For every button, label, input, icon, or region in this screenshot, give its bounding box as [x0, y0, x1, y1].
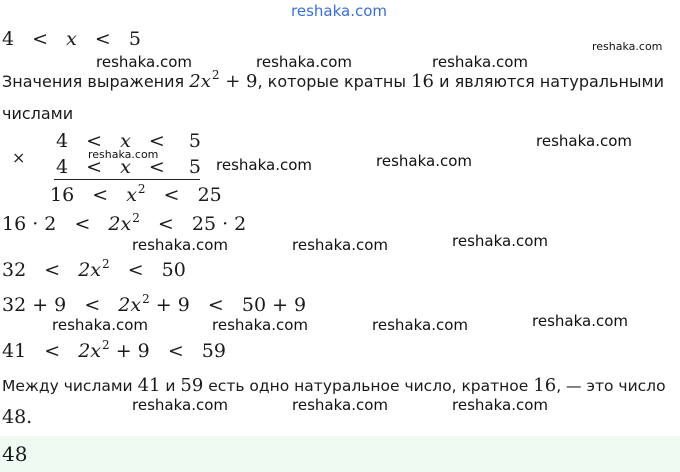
- watermark: reshaka.com: [592, 40, 663, 53]
- step3-mid-tail: + 9: [155, 294, 190, 316]
- row3-var: x: [126, 184, 137, 206]
- step3-left: 32 + 9: [2, 294, 67, 316]
- row2-var: x: [120, 156, 131, 178]
- step3-inequality: [2, 292, 306, 316]
- condition-right: 5: [128, 28, 141, 50]
- column-row2: [56, 156, 201, 178]
- step3-mid: 2x: [118, 294, 142, 316]
- task-text-line1: [2, 68, 664, 92]
- row1-left: 4: [56, 130, 69, 152]
- row3-lt1: <: [92, 184, 109, 206]
- step2-lt1: <: [44, 259, 61, 281]
- answer-box: [0, 436, 680, 472]
- watermark: reshaka.com: [452, 232, 548, 250]
- row3-left: 16: [50, 184, 75, 206]
- condition-left: 4: [2, 28, 15, 50]
- watermark: reshaka.com: [212, 316, 308, 334]
- watermark: reshaka.com: [88, 148, 159, 161]
- row1-right: 5: [188, 130, 201, 152]
- condition-inequality: [2, 28, 141, 50]
- row2-lt1: <: [86, 156, 103, 178]
- step4-right: 59: [201, 340, 226, 362]
- conclusion-a: Между числами: [2, 377, 133, 395]
- step2-right: 50: [161, 259, 186, 281]
- conclusion-text: [2, 375, 666, 396]
- conclusion-c: есть одно натуральное число, кратное: [208, 377, 529, 395]
- text1-expr-base: 2x: [189, 71, 211, 92]
- task-text-line2: числами: [2, 104, 74, 123]
- step4-exp: 2: [102, 338, 110, 352]
- step4-mid-tail: + 9: [115, 340, 150, 362]
- text1-num: 16: [411, 71, 434, 92]
- text1-rest: , которые кратны: [257, 72, 406, 91]
- multiply-sign: ×: [12, 148, 26, 167]
- step2-exp: 2: [102, 257, 110, 271]
- watermark: reshaka.com: [256, 53, 352, 71]
- watermark: reshaka.com: [52, 316, 148, 334]
- text1-expr-exp: 2: [211, 68, 220, 82]
- step1-right: 25 · 2: [191, 213, 247, 235]
- step1-left: 16 · 2: [2, 213, 57, 235]
- watermark: reshaka.com: [536, 132, 632, 150]
- step1-inequality: [2, 211, 246, 235]
- answer-value: 48: [2, 442, 28, 466]
- text1-end: и являются натуральными: [439, 72, 665, 91]
- step4-lt2: <: [167, 340, 184, 362]
- step2-lt2: <: [127, 259, 144, 281]
- conclusion-n2: 59: [180, 375, 204, 396]
- watermark: reshaka.com: [432, 53, 528, 71]
- row3-right: 25: [197, 184, 222, 206]
- watermark: reshaka.com: [292, 396, 388, 414]
- watermark: reshaka.com: [376, 152, 472, 170]
- step4-lt1: <: [44, 340, 61, 362]
- step3-lt2: <: [207, 294, 224, 316]
- conclusion-b: и: [165, 377, 176, 395]
- watermark: reshaka.com: [372, 316, 468, 334]
- row2-right: 5: [188, 156, 201, 178]
- step2-mid: 2x: [78, 259, 102, 281]
- condition-lt1: <: [32, 28, 49, 50]
- column-row3: [50, 182, 222, 206]
- step3-lt1: <: [84, 294, 101, 316]
- site-header-link[interactable]: reshaka.com: [291, 2, 387, 20]
- watermark: reshaka.com: [216, 156, 312, 174]
- conclusion-n1: 41: [137, 375, 161, 396]
- conclusion-final: 48.: [2, 406, 33, 428]
- step3-right: 50 + 9: [241, 294, 307, 316]
- step1-exp: 2: [132, 211, 140, 225]
- text1-expr-tail: + 9: [225, 71, 258, 92]
- row1-var: x: [120, 130, 131, 152]
- conclusion-n3: 16: [533, 375, 557, 396]
- row1-lt2: <: [148, 130, 165, 152]
- step4-mid: 2x: [78, 340, 102, 362]
- step2-left: 32: [2, 259, 27, 281]
- watermark: reshaka.com: [96, 53, 192, 71]
- step3-exp: 2: [142, 292, 150, 306]
- watermark: reshaka.com: [532, 312, 628, 330]
- row1-lt1: <: [86, 130, 103, 152]
- conclusion-d: , — это число: [556, 377, 666, 395]
- column-divider-line: [54, 179, 200, 180]
- condition-var: x: [66, 28, 77, 50]
- row2-lt2: <: [148, 156, 165, 178]
- row2-left: 4: [56, 156, 69, 178]
- step1-mid: 2x: [108, 213, 132, 235]
- watermark: reshaka.com: [132, 236, 228, 254]
- text1-label: Значения выражения: [2, 72, 185, 91]
- step4-left: 41: [2, 340, 27, 362]
- condition-lt2: <: [94, 28, 111, 50]
- step2-inequality: [2, 257, 186, 281]
- watermark: reshaka.com: [132, 396, 228, 414]
- watermark: reshaka.com: [292, 236, 388, 254]
- watermark: reshaka.com: [452, 396, 548, 414]
- row3-exp: 2: [137, 182, 146, 196]
- step1-lt2: <: [157, 213, 174, 235]
- step1-lt1: <: [74, 213, 91, 235]
- step4-inequality: [2, 338, 226, 362]
- row3-lt2: <: [163, 184, 180, 206]
